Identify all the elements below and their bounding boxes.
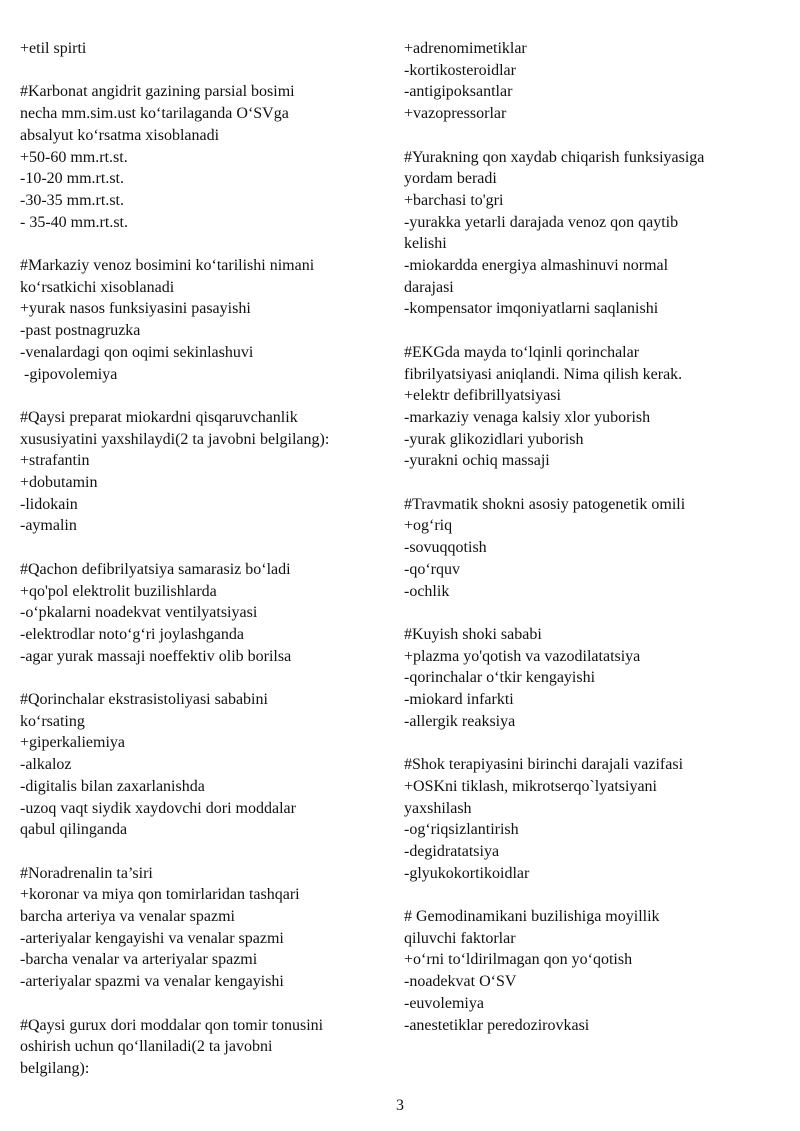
text-line: yordam beradi <box>404 170 497 188</box>
text-line: -uzoq vaqt siydik xaydovchi dori moddalar <box>20 799 296 817</box>
text-line: -kortikosteroidlar <box>404 61 516 79</box>
text-line: #Travmatik shokni asosiy patogenetik omili <box>404 495 686 513</box>
text-line: #Kuyish shoki sababi <box>404 625 542 643</box>
question-block <box>20 407 390 537</box>
text-line: #Markaziy venoz bosimini koʻtarilishi nimani <box>20 257 315 274</box>
text-line: -euvolemiya <box>404 994 484 1012</box>
block-spacer <box>404 320 782 342</box>
text-line: #Qaysi gurux dori moddalar qon tomir tonusini <box>20 1016 324 1034</box>
block-spacer <box>404 732 782 754</box>
text-line: -antigipoksantlar <box>404 83 513 101</box>
left-column <box>20 38 390 1080</box>
text-line: -noadekvat OʻSV <box>404 973 517 991</box>
question-block <box>404 38 782 125</box>
text-line: # Gemodinamikani buzilishiga moyillik <box>404 908 660 926</box>
question-block <box>404 147 782 321</box>
question-block <box>404 906 782 1036</box>
text-line: fibrilyatsiyasi aniqlandi. Nima qilish kerak. <box>404 365 683 383</box>
text-line: -degidratatsiya <box>404 842 500 860</box>
text-line: -markaziy venaga kalsiy xlor yuborish <box>404 408 651 426</box>
question-block <box>20 1015 390 1080</box>
text-line: -30-35 mm.rt.st. <box>20 191 124 209</box>
question-block <box>404 494 782 603</box>
block-spacer <box>20 233 390 255</box>
block-spacer <box>20 385 390 407</box>
text-line: -digitalis bilan zaxarlanishda <box>20 777 205 795</box>
block-spacer <box>404 125 782 147</box>
text-line: #Noradrenalin ta’siri <box>20 864 153 882</box>
right-column <box>404 38 782 1036</box>
block-spacer <box>20 667 390 689</box>
text-line: +plazma yo'qotish va vazodilatatsiya <box>404 647 641 665</box>
block-spacer <box>20 60 390 82</box>
text-line: qabul qilinganda <box>20 821 128 839</box>
text-line: #Shok terapiyasini birinchi darajali vazifasi <box>404 756 684 774</box>
text-line: -yurakka yetarli darajada venoz qon qaytib <box>404 213 679 231</box>
page-number: 3 <box>396 1097 404 1114</box>
text-line: absalyut koʻrsatma xisoblanadi <box>20 126 220 144</box>
question-block <box>20 559 390 668</box>
text-line: yaxshilash <box>404 799 472 817</box>
question-block <box>20 81 390 233</box>
text-line: -alkaloz <box>20 756 72 774</box>
text-line: +vazopressorlar <box>404 105 507 123</box>
text-line: -past postnagruzka <box>20 322 141 340</box>
question-block <box>404 624 782 733</box>
text-line: +barchasi to'gri <box>404 191 504 209</box>
text-line: #EKGda mayda toʻlqinli qorinchalar <box>404 343 640 361</box>
text-line: -kompensator imqoniyatlarni saqlanishi <box>404 300 659 318</box>
block-spacer <box>20 993 390 1015</box>
question-block <box>20 38 390 60</box>
text-line: -glyukokortikoidlar <box>404 864 530 882</box>
text-line: -yurakni ochiq massaji <box>404 452 550 470</box>
text-line: -aymalin <box>20 517 77 535</box>
text-line: +qo'pol elektrolit buzilishlarda <box>20 582 217 600</box>
block-spacer <box>20 841 390 863</box>
text-line: +50-60 mm.rt.st. <box>20 148 128 166</box>
text-line: darajasi <box>404 278 454 296</box>
text-line: necha mm.sim.ust koʻtarilaganda OʻSVga <box>20 105 289 123</box>
text-line: #Qaysi preparat miokardni qisqaruvchanlik <box>20 408 298 426</box>
block-spacer <box>20 537 390 559</box>
text-line: oshirish uchun qoʻllaniladi(2 ta javobni <box>20 1038 273 1056</box>
text-line: +OSKni tiklash, mikrotserqo`lyatsiyani <box>404 777 657 795</box>
text-line: +etil spirti <box>20 40 87 57</box>
block-spacer <box>404 884 782 906</box>
text-line: #Qorinchalar ekstrasistoliyasi sababini <box>20 691 268 709</box>
text-line: -gipovolemiya <box>20 365 118 383</box>
block-spacer <box>404 472 782 494</box>
text-line: +dobutamin <box>20 474 98 492</box>
question-block <box>404 342 782 472</box>
text-line: +oʻrni toʻldirilmagan qon yoʻqotish <box>404 951 633 969</box>
text-line: +adrenomimetiklar <box>404 40 527 57</box>
text-line: -qoʻrquv <box>404 560 460 578</box>
text-line: +koronar va miya qon tomirlaridan tashqari <box>20 886 300 904</box>
text-line: +strafantin <box>20 452 90 470</box>
block-spacer <box>404 602 782 624</box>
text-line: -anestetiklar peredozirovkasi <box>404 1016 590 1034</box>
text-line: - 35-40 mm.rt.st. <box>20 213 128 231</box>
text-line: #Qachon defibrilyatsiya samarasiz boʻladi <box>20 560 291 578</box>
text-line: -allergik reaksiya <box>404 712 516 730</box>
text-line: barcha arteriya va venalar spazmi <box>20 908 235 926</box>
text-line: -arteriyalar spazmi va venalar kengayishi <box>20 973 284 991</box>
text-line: -elektrodlar notoʻgʻri joylashganda <box>20 625 244 643</box>
text-line: qiluvchi faktorlar <box>404 929 516 947</box>
text-line: belgilang): <box>20 1059 90 1077</box>
text-line: +giperkaliemiya <box>20 734 125 752</box>
text-line: -miokard infarkti <box>404 691 514 709</box>
text-line: -barcha venalar va arteriyalar spazmi <box>20 951 258 969</box>
text-line: -venalardagi qon oqimi sekinlashuvi <box>20 343 254 361</box>
text-line: +ogʻriq <box>404 517 453 535</box>
question-block <box>20 863 390 993</box>
text-line: -agar yurak massaji noeffektiv olib borilsa <box>20 647 292 665</box>
text-line: -qorinchalar oʻtkir kengayishi <box>404 669 596 687</box>
text-line: +elektr defibrillyatsiyasi <box>404 387 561 405</box>
text-line: -ochlik <box>404 582 450 600</box>
text-line: koʻrsatkichi xisoblanadi <box>20 278 175 296</box>
question-block <box>20 689 390 841</box>
text-line: -arteriyalar kengayishi va venalar spazmi <box>20 929 284 947</box>
text-line: -10-20 mm.rt.st. <box>20 170 124 188</box>
text-line: +yurak nasos funksiyasini pasayishi <box>20 300 251 318</box>
text-line: #Karbonat angidrit gazining parsial bosimi <box>20 83 295 101</box>
text-line: -sovuqqotish <box>404 539 487 557</box>
text-line: -yurak glikozidlari yuborish <box>404 430 584 448</box>
text-line: -ogʻriqsizlantirish <box>404 821 519 839</box>
question-block <box>404 754 782 884</box>
text-line: xususiyatini yaxshilaydi(2 ta javobni belgilang): <box>20 430 330 448</box>
text-line: kelishi <box>404 235 447 253</box>
text-line: -oʻpkalarni noadekvat ventilyatsiyasi <box>20 604 258 622</box>
text-line: -miokardda energiya almashinuvi normal <box>404 257 669 275</box>
text-line: #Yurakning qon xaydab chiqarish funksiyasiga <box>404 148 705 166</box>
question-block <box>20 255 390 385</box>
text-line: -lidokain <box>20 495 78 513</box>
text-line: koʻrsating <box>20 712 85 730</box>
